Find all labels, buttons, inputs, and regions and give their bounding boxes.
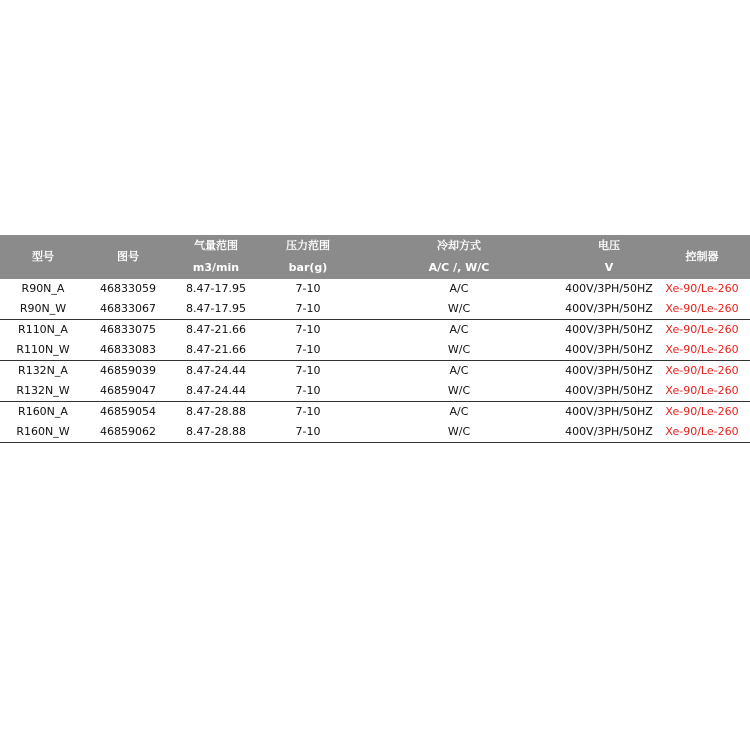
table-row [0, 402, 750, 423]
cell-drawing: 46833083 [86, 340, 170, 361]
cell-model: R132N_W [0, 381, 86, 402]
cell-controller: Xe-90/Le-260 [665, 364, 739, 377]
header-model: 型号 [0, 235, 86, 279]
cell-cooling: W/C [354, 381, 564, 402]
cell-controller: Xe-90/Le-260 [654, 299, 750, 320]
cell-pressure: 7-10 [295, 364, 321, 377]
cell-pressure: 7-10 [262, 299, 354, 320]
table-row [0, 422, 750, 443]
header-airflow-unit: m3/min [170, 257, 262, 279]
spec-table-container [0, 235, 750, 443]
cell-model: R160N_A [18, 405, 68, 418]
cell-controller: Xe-90/Le-260 [665, 323, 739, 336]
cell-controller: Xe-90/Le-260 [654, 340, 750, 361]
header-voltage-unit: V [564, 257, 654, 279]
cell-cooling: A/C [449, 282, 469, 295]
cell-model: R160N_W [0, 422, 86, 443]
cell-voltage: 400V/3PH/50HZ [564, 381, 654, 402]
header-pressure-unit: bar(g) [262, 257, 354, 279]
cell-airflow: 8.47-21.66 [186, 323, 246, 336]
table-row [0, 340, 750, 361]
cell-drawing: 46859047 [86, 381, 170, 402]
cell-airflow: 8.47-17.95 [170, 299, 262, 320]
cell-drawing: 46833059 [100, 282, 156, 295]
cell-voltage: 400V/3PH/50HZ [564, 340, 654, 361]
table-row [0, 320, 750, 341]
cell-drawing: 46859062 [86, 422, 170, 443]
cell-airflow: 8.47-28.88 [170, 422, 262, 443]
header-drawing-number: 图号 [86, 235, 170, 279]
cell-model: R110N_A [18, 323, 68, 336]
cell-pressure: 7-10 [262, 340, 354, 361]
header-pressure: 压力范围 [262, 235, 354, 257]
cell-airflow: 8.47-24.44 [186, 364, 246, 377]
cell-cooling: A/C [449, 364, 469, 377]
cell-voltage: 400V/3PH/50HZ [565, 364, 653, 377]
cell-cooling: A/C [449, 405, 469, 418]
cell-cooling: W/C [354, 422, 564, 443]
cell-model: R90N_A [21, 282, 65, 295]
cell-voltage: 400V/3PH/50HZ [565, 282, 653, 295]
cell-controller: Xe-90/Le-260 [654, 381, 750, 402]
cell-pressure: 7-10 [295, 282, 321, 295]
table-row [0, 279, 750, 299]
cell-airflow: 8.47-28.88 [186, 405, 246, 418]
cell-pressure: 7-10 [262, 381, 354, 402]
cell-model: R110N_W [0, 340, 86, 361]
compressor-spec-table [0, 235, 750, 443]
cell-pressure: 7-10 [262, 422, 354, 443]
header-row-primary [0, 235, 750, 257]
table-body [0, 279, 750, 443]
cell-drawing: 46833075 [100, 323, 156, 336]
cell-voltage: 400V/3PH/50HZ [565, 323, 653, 336]
cell-cooling: W/C [354, 340, 564, 361]
cell-controller: Xe-90/Le-260 [665, 405, 739, 418]
cell-cooling: W/C [354, 299, 564, 320]
cell-pressure: 7-10 [295, 405, 321, 418]
table-row [0, 299, 750, 320]
cell-voltage: 400V/3PH/50HZ [564, 299, 654, 320]
cell-model: R90N_W [0, 299, 86, 320]
cell-drawing: 46833067 [86, 299, 170, 320]
cell-airflow: 8.47-17.95 [186, 282, 246, 295]
cell-drawing: 46859054 [100, 405, 156, 418]
cell-controller: Xe-90/Le-260 [654, 422, 750, 443]
header-cooling: 冷却方式 [354, 235, 564, 257]
cell-controller: Xe-90/Le-260 [665, 282, 739, 295]
header-voltage: 电压 [564, 235, 654, 257]
cell-model: R132N_A [18, 364, 68, 377]
header-controller: 控制器 [654, 235, 750, 279]
header-cooling-unit: A/C /, W/C [354, 257, 564, 279]
cell-voltage: 400V/3PH/50HZ [565, 405, 653, 418]
cell-pressure: 7-10 [295, 323, 321, 336]
table-row [0, 361, 750, 382]
cell-cooling: A/C [449, 323, 469, 336]
cell-drawing: 46859039 [100, 364, 156, 377]
cell-airflow: 8.47-21.66 [170, 340, 262, 361]
cell-voltage: 400V/3PH/50HZ [564, 422, 654, 443]
table-row [0, 381, 750, 402]
table-header [0, 235, 750, 279]
header-airflow: 气量范围 [170, 235, 262, 257]
cell-airflow: 8.47-24.44 [170, 381, 262, 402]
